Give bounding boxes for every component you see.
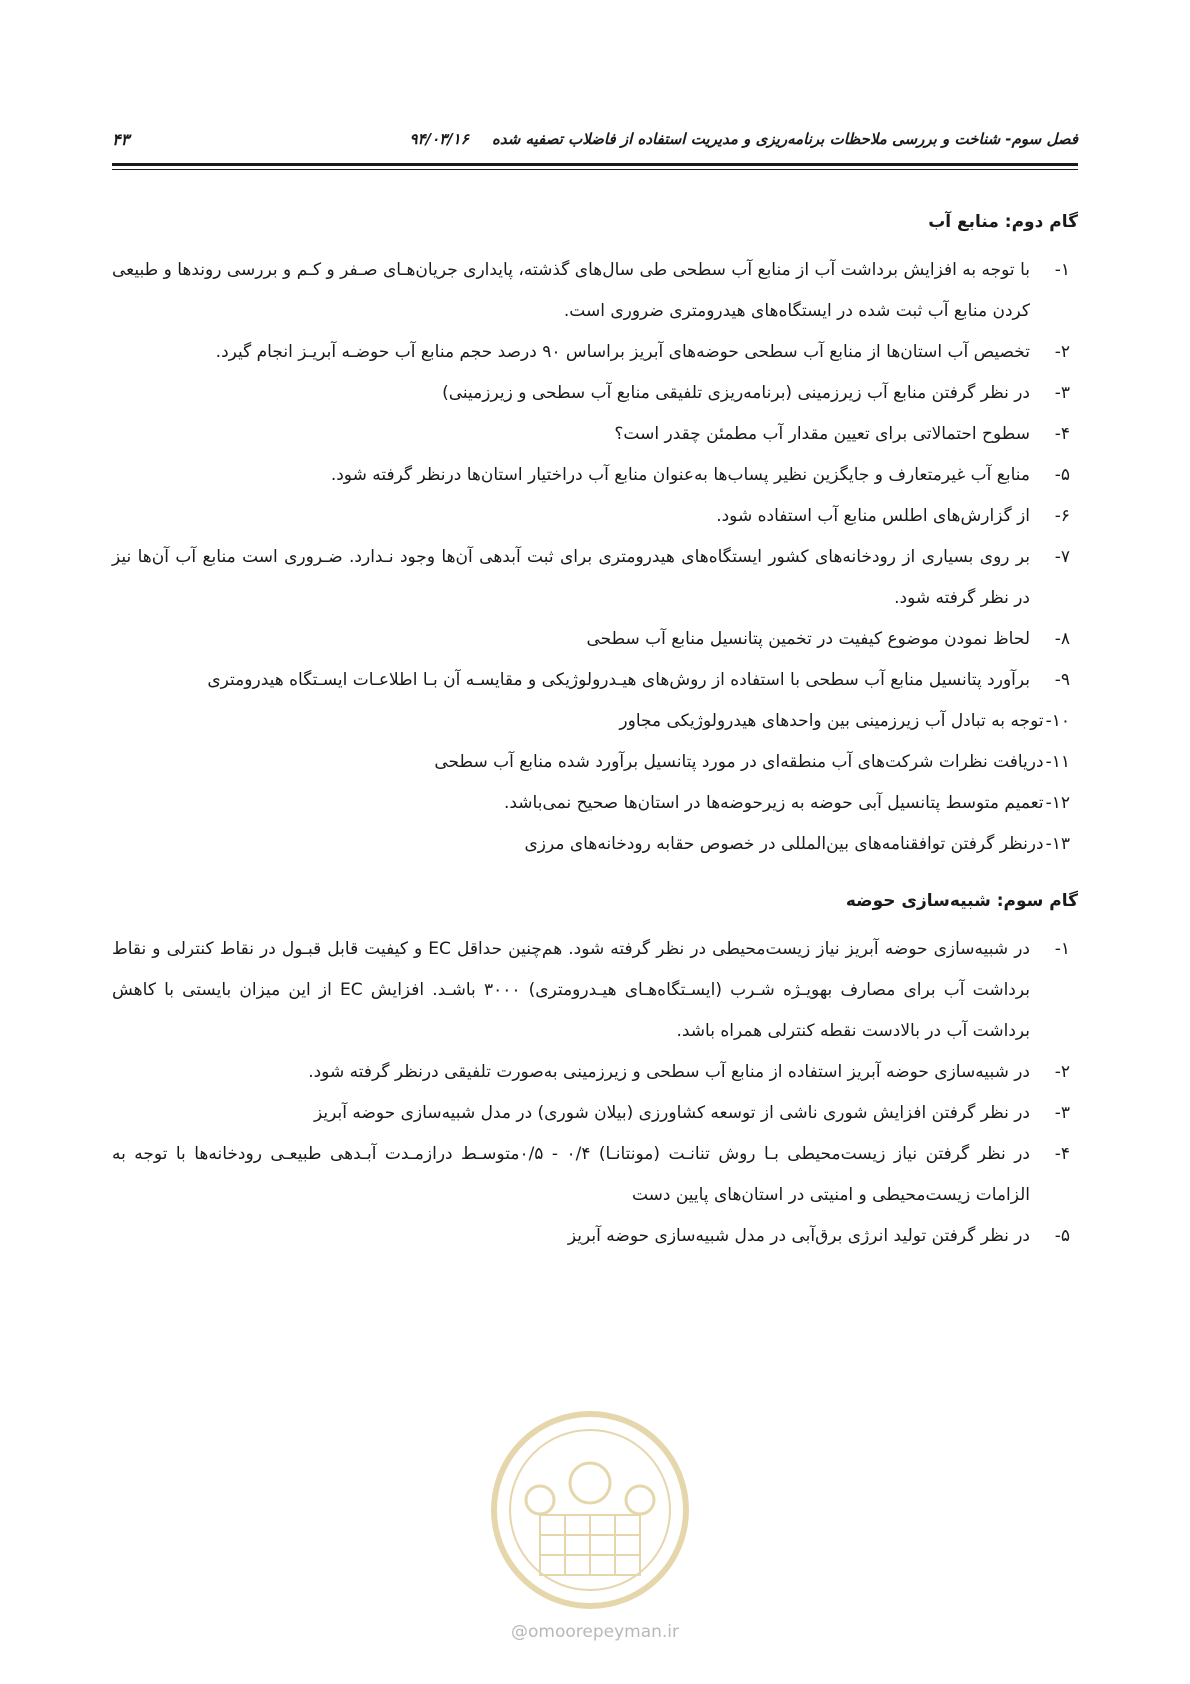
water-resources-item [112, 496, 1078, 537]
water-resources-item [112, 332, 1078, 373]
item-number: ۵- [1054, 465, 1070, 485]
item-number: ۲- [1054, 1062, 1070, 1082]
item-text: منابع آب غیرمتعارف و جایگزین نظیر پساب‌ها به‌عنوان منابع آب دراختیار استان‌ها درنظر گرفته شود. [330, 465, 1030, 485]
item-text: دریافت نظرات شرکت‌های آب منطقه‌ای در مورد پتانسیل برآورد شده منابع آب سطحی [434, 752, 1044, 772]
water-resources-item [112, 537, 1078, 619]
chapter-title: فصل سوم- شناخت و بررسی ملاحظات برنامه‌ریزی و مدیریت استفاده از فاضلاب تصفیه شده [492, 130, 1078, 148]
section-title-basin-simulation: گام سوم: شبیه‌سازی حوضه [845, 891, 1078, 911]
item-number: ۲- [1054, 342, 1070, 362]
item-text: لحاظ نمودن موضوع کیفیت در تخمین پتانسیل منابع آب سطحی [586, 629, 1030, 649]
item-text: از گزارش‌های اطلس منابع آب استفاده شود. [716, 506, 1030, 526]
item-text: تخصیص آب استان‌ها از منابع آب سطحی حوضه‌های آبریز براساس ۹۰ درصد حجم منابع آب حوضـه آبریـز انجام گیرد. [215, 342, 1030, 362]
item-text: در شبیه‌سازی حوضه آبریز نیاز زیست‌محیطی در نظر گرفته شود. هم‌چنین حداقل EC و کیفیت قابل قبـول در نقاط کنترلی و نقاط برداشت آب برای مصارف بهویـژه شـرب (ایسـتگاه‌هـای هیـدرومتری) ۳۰۰۰ باشـد. افزایش EC از این میزان بایستی با کاهش برداشت آب در بالادست نقطه کنترلی همراه باشد. [112, 939, 1030, 1041]
basin-simulation-list [112, 929, 1078, 1257]
item-number: ۴- [1054, 1144, 1070, 1164]
water-resources-item [112, 783, 1078, 824]
at-sign-icon: @ [510, 1622, 528, 1642]
water-resources-item [112, 824, 1078, 865]
water-resources-item [112, 660, 1078, 701]
item-text: در نظر گرفتن تولید انرژی برق‌آبی در مدل شبیه‌سازی حوضه آبریز [567, 1226, 1030, 1246]
item-number: ۳- [1054, 1103, 1070, 1123]
item-number: ۵- [1054, 1226, 1070, 1246]
water-resources-item [112, 414, 1078, 455]
basin-simulation-item [112, 929, 1078, 1052]
item-number: ۳- [1054, 383, 1070, 403]
page-header [112, 130, 1078, 158]
chapter-title-wrap [410, 130, 1079, 148]
item-number: ۷- [1054, 547, 1070, 567]
seal-watermark-icon [480, 1405, 700, 1615]
header-date: ۹۴/۰۳/۱۶ [409, 130, 469, 148]
item-number: ۴- [1054, 424, 1070, 444]
basin-simulation-item [112, 1216, 1078, 1257]
item-text: تعمیم متوسط پتانسیل آبی حوضه به زیرحوضه‌ها در استان‌ها صحیح نمی‌باشد. [503, 793, 1044, 813]
water-resources-list [112, 250, 1078, 865]
footer-site [0, 1622, 1190, 1642]
item-text: سطوح احتمالاتی برای تعیین مقدار آب مطمئن چقدر است؟ [614, 424, 1030, 444]
basin-simulation-item [112, 1134, 1078, 1216]
header-rule-thin [112, 169, 1078, 170]
item-text: توجه به تبادل آب زیرزمینی بین واحدهای هیدرولوژیکی مجاور [619, 711, 1044, 731]
item-text: در نظر گرفتن نیاز زیست‌محیطی بـا روش تنانـت (مونتانـا) ۰/۴ - ۰/۵متوسـط درازمـدت آبـدهی طبیعـی رودخانه‌ها با توجه به الزامات زیست‌محیطی و امنیتی در استان‌های پایین دست [112, 1144, 1030, 1205]
basin-simulation-item [112, 1093, 1078, 1134]
item-number: ۱۰- [1045, 711, 1070, 731]
item-text: درنظر گرفتن توافقنامه‌های بین‌المللی در خصوص حقابه رودخانه‌های مرزی [524, 834, 1044, 854]
item-number: ۶- [1054, 506, 1070, 526]
item-number: ۸- [1054, 629, 1070, 649]
item-number: ۱۲- [1045, 793, 1070, 813]
water-resources-item [112, 455, 1078, 496]
page-body [112, 212, 1078, 1257]
page-number: ۴۳ [112, 130, 130, 149]
item-number: ۱- [1054, 939, 1070, 959]
water-resources-item [112, 250, 1078, 332]
site-url: omoorepeyman.ir [527, 1622, 680, 1642]
item-number: ۱- [1054, 260, 1070, 280]
water-resources-item [112, 701, 1078, 742]
item-number: ۹- [1054, 670, 1070, 690]
item-text: در شبیه‌سازی حوضه آبریز استفاده از منابع آب سطحی و زیرزمینی به‌صورت تلفیقی درنظر گرفته شود. [308, 1062, 1030, 1082]
item-text: بر روی بسیاری از رودخانه‌های کشور ایستگاه‌های هیدرومتری برای ثبت آبدهی آن‌ها وجود نـدارد. ضـروری است منابع آب آن‌ها نیز در نظر گرفته شود. [112, 547, 1030, 608]
item-text: با توجه به افزایش برداشت آب از منابع آب سطحی طی سال‌های گذشته، پایداری جریان‌هـای صـفر و کـم و بررسی روندها و طبیعی کردن منابع آب ثبت شده در ایستگاه‌های هیدرومتری ضروری است. [112, 260, 1030, 321]
header-rule-thick [112, 163, 1078, 166]
item-text: در نظر گرفتن افزایش شوری ناشی از توسعه کشاورزی (بیلان شوری) در مدل شبیه‌سازی حوضه آبریز [314, 1103, 1030, 1123]
section-title-water-resources: گام دوم: منابع آب [928, 212, 1078, 232]
water-resources-item [112, 619, 1078, 660]
item-number: ۱۳- [1045, 834, 1070, 854]
water-resources-item [112, 742, 1078, 783]
basin-simulation-item [112, 1052, 1078, 1093]
item-text: برآورد پتانسیل منابع آب سطحی با استفاده از روش‌های هیـدرولوژیکی و مقایسـه آن بـا اطلاعـات ایسـتگاه هیدرومتری [207, 670, 1030, 690]
item-text: در نظر گرفتن منابع آب زیرزمینی (برنامه‌ریزی تلفیقی منابع آب سطحی و زیرزمینی) [442, 383, 1030, 403]
item-number: ۱۱- [1045, 752, 1070, 772]
water-resources-item [112, 373, 1078, 414]
